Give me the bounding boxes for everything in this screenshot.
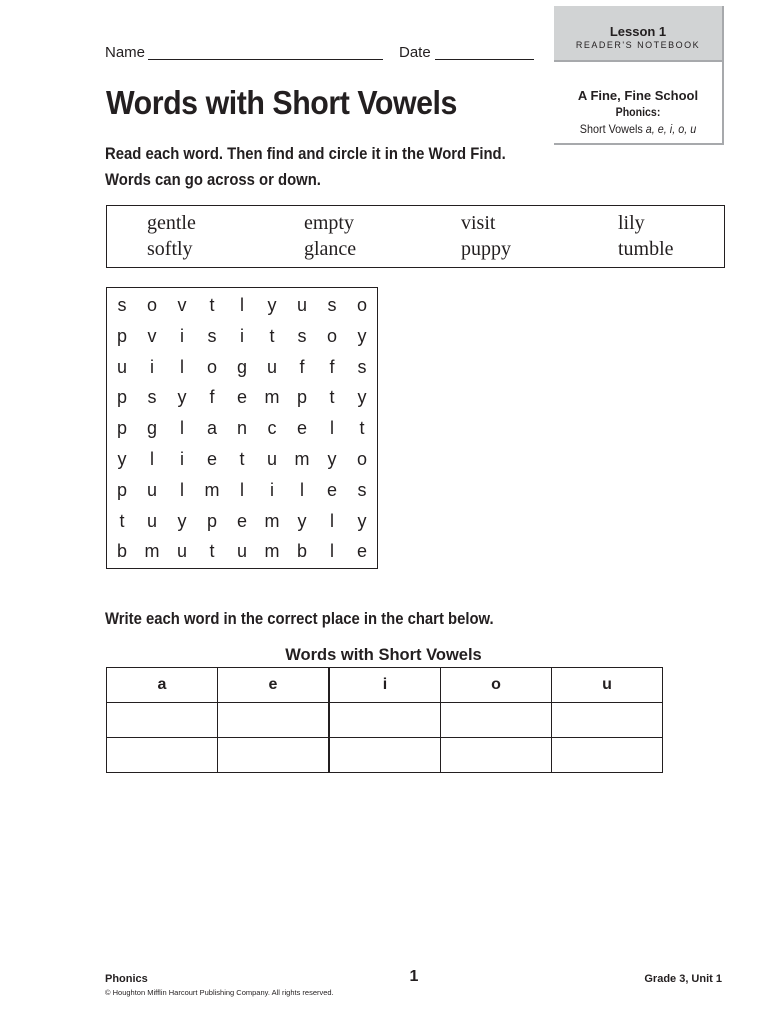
- word-list-box: [106, 205, 725, 268]
- grid-letter[interactable]: t: [329, 387, 335, 408]
- column-header-u: u: [552, 668, 663, 703]
- grid-letter[interactable]: p: [116, 325, 127, 346]
- grid-letter[interactable]: v: [177, 295, 187, 315]
- word-list-item: gentle: [147, 212, 196, 234]
- date-field[interactable]: [435, 59, 534, 60]
- grid-letter[interactable]: u: [236, 541, 247, 562]
- grid-letter[interactable]: e: [236, 387, 247, 408]
- grid-letter[interactable]: s: [297, 325, 307, 346]
- column-header-a: a: [107, 668, 218, 703]
- grid-letter[interactable]: l: [180, 356, 184, 377]
- grid-letter[interactable]: m: [144, 541, 160, 562]
- grid-letter[interactable]: o: [356, 449, 367, 469]
- word-find-grid: [106, 287, 378, 569]
- grid-letter[interactable]: u: [146, 479, 157, 500]
- vowel-chart: [106, 667, 663, 773]
- page-title: Words with Short Vowels: [106, 84, 457, 121]
- grid-letter[interactable]: y: [117, 449, 127, 469]
- chart-cell[interactable]: [552, 738, 663, 773]
- footer-section-label: Phonics: [105, 973, 148, 985]
- chart-cell[interactable]: [218, 738, 330, 773]
- grid-letter[interactable]: e: [296, 418, 307, 439]
- grid-letter[interactable]: l: [180, 479, 184, 500]
- grid-letter[interactable]: b: [296, 541, 307, 562]
- word-list-item: glance: [304, 238, 357, 260]
- grid-letter[interactable]: i: [240, 325, 244, 346]
- chart-cell[interactable]: [329, 703, 441, 738]
- grid-letter[interactable]: p: [206, 510, 217, 531]
- copyright-notice: © Houghton Mifflin Harcourt Publishing Company. All rights reserved.: [105, 988, 334, 997]
- instruction-line-2: Words can go across or down.: [105, 171, 321, 189]
- grade-unit-label: Grade 3, Unit 1: [644, 973, 722, 985]
- column-header-o: o: [441, 668, 552, 703]
- grid-letter[interactable]: l: [330, 541, 334, 562]
- grid-letter[interactable]: g: [236, 356, 247, 377]
- grid-letter[interactable]: u: [266, 356, 277, 377]
- grid-letter[interactable]: p: [116, 387, 127, 408]
- grid-letter[interactable]: t: [209, 541, 215, 562]
- grid-letter[interactable]: y: [357, 510, 367, 531]
- grid-letter[interactable]: n: [236, 418, 247, 439]
- chart-row: [107, 738, 663, 773]
- grid-letter[interactable]: o: [146, 295, 157, 315]
- grid-letter[interactable]: v: [147, 325, 157, 346]
- grid-letter[interactable]: y: [177, 510, 187, 531]
- grid-letter[interactable]: y: [357, 387, 367, 408]
- grid-letter[interactable]: i: [180, 325, 184, 346]
- column-header-i: i: [329, 668, 441, 703]
- word-list-item: empty: [304, 212, 354, 234]
- grid-letter[interactable]: f: [209, 387, 215, 408]
- grid-letter[interactable]: u: [116, 356, 127, 377]
- instruction-line-1: Read each word. Then find and circle it in the Word Find.: [105, 145, 506, 163]
- chart-cell[interactable]: [329, 738, 441, 773]
- grid-letter[interactable]: p: [116, 479, 127, 500]
- grid-letter[interactable]: s: [117, 295, 127, 315]
- chart-header-row: [107, 668, 663, 703]
- grid-letter[interactable]: i: [270, 479, 274, 500]
- grid-letter[interactable]: y: [357, 325, 367, 346]
- lesson-title: Lesson 1: [609, 24, 667, 39]
- grid-letter[interactable]: i: [150, 356, 154, 377]
- grid-letter[interactable]: e: [326, 479, 337, 500]
- grid-letter[interactable]: l: [180, 418, 184, 439]
- grid-letter[interactable]: c: [267, 418, 277, 439]
- chart-instruction: Write each word in the correct place in the chart below.: [105, 610, 494, 628]
- grid-letter[interactable]: u: [266, 449, 277, 469]
- chart-cell[interactable]: [441, 738, 552, 773]
- column-header-e: e: [218, 668, 330, 703]
- grid-letter[interactable]: s: [207, 325, 217, 346]
- focus-vowels: a, e, i, o, u: [645, 122, 697, 136]
- word-list-item: lily: [618, 212, 645, 234]
- grid-letter[interactable]: l: [300, 479, 304, 500]
- grid-letter[interactable]: e: [356, 541, 367, 562]
- word-list-item: softly: [147, 238, 193, 260]
- chart-title: Words with Short Vowels: [285, 646, 482, 664]
- grid-letter[interactable]: s: [357, 479, 367, 500]
- word-list-item: visit: [461, 212, 496, 234]
- grid-letter[interactable]: o: [206, 356, 217, 377]
- name-label: Name: [105, 44, 146, 61]
- chart-cell[interactable]: [107, 738, 218, 773]
- grid-letter[interactable]: g: [146, 418, 157, 439]
- grid-letter[interactable]: o: [356, 295, 367, 315]
- grid-letter[interactable]: y: [267, 295, 277, 315]
- story-title: A Fine, Fine School: [577, 88, 699, 103]
- lesson-subtitle: READER'S NOTEBOOK: [575, 40, 701, 50]
- grid-letter[interactable]: u: [176, 541, 187, 562]
- grid-letter[interactable]: s: [327, 295, 337, 315]
- grid-letter[interactable]: s: [357, 356, 367, 377]
- grid-letter[interactable]: m: [204, 479, 220, 500]
- grid-letter[interactable]: e: [206, 449, 217, 469]
- chart-row: [107, 703, 663, 738]
- grid-letter[interactable]: l: [240, 295, 244, 315]
- grid-letter[interactable]: l: [240, 479, 244, 500]
- grid-letter[interactable]: s: [147, 387, 157, 408]
- chart-cell[interactable]: [552, 703, 663, 738]
- grid-letter[interactable]: l: [150, 449, 154, 469]
- chart-cell[interactable]: [441, 703, 552, 738]
- grid-letter[interactable]: y: [177, 387, 187, 408]
- grid-letter[interactable]: m: [264, 387, 280, 408]
- grid-letter[interactable]: b: [116, 541, 127, 562]
- grid-letter[interactable]: p: [296, 387, 307, 408]
- chart-cell[interactable]: [107, 703, 218, 738]
- grid-letter[interactable]: m: [294, 449, 310, 469]
- grid-letter[interactable]: t: [209, 295, 215, 315]
- grid-letter[interactable]: t: [269, 325, 275, 346]
- grid-letter[interactable]: a: [206, 418, 217, 439]
- grid-letter[interactable]: f: [329, 356, 335, 377]
- grid-letter[interactable]: t: [119, 510, 125, 531]
- grid-letter[interactable]: m: [264, 541, 280, 562]
- grid-letter[interactable]: f: [299, 356, 305, 377]
- lesson-header: [554, 6, 722, 62]
- chart-cell[interactable]: [218, 703, 330, 738]
- grid-letter[interactable]: t: [239, 449, 245, 469]
- grid-letter[interactable]: l: [330, 510, 334, 531]
- page-number: 1: [409, 968, 419, 985]
- grid-letter[interactable]: y: [327, 449, 337, 469]
- name-field[interactable]: [148, 59, 383, 60]
- skill-focus: [562, 122, 713, 136]
- lesson-info-box: [554, 6, 724, 145]
- grid-letter[interactable]: u: [146, 510, 157, 531]
- grid-letter[interactable]: u: [296, 295, 307, 315]
- grid-letter[interactable]: m: [264, 510, 280, 531]
- date-label: Date: [399, 44, 431, 61]
- grid-letter[interactable]: y: [297, 510, 307, 531]
- grid-letter[interactable]: t: [359, 418, 365, 439]
- grid-letter[interactable]: i: [180, 449, 184, 469]
- grid-letter[interactable]: e: [236, 510, 247, 531]
- focus-prefix: Short Vowels: [579, 122, 646, 136]
- grid-letter[interactable]: o: [326, 325, 337, 346]
- grid-letter[interactable]: l: [330, 418, 334, 439]
- word-list-item: puppy: [461, 238, 511, 260]
- word-list-item: tumble: [618, 238, 674, 260]
- grid-letter[interactable]: p: [116, 418, 127, 439]
- skill-label: Phonics:: [615, 107, 661, 119]
